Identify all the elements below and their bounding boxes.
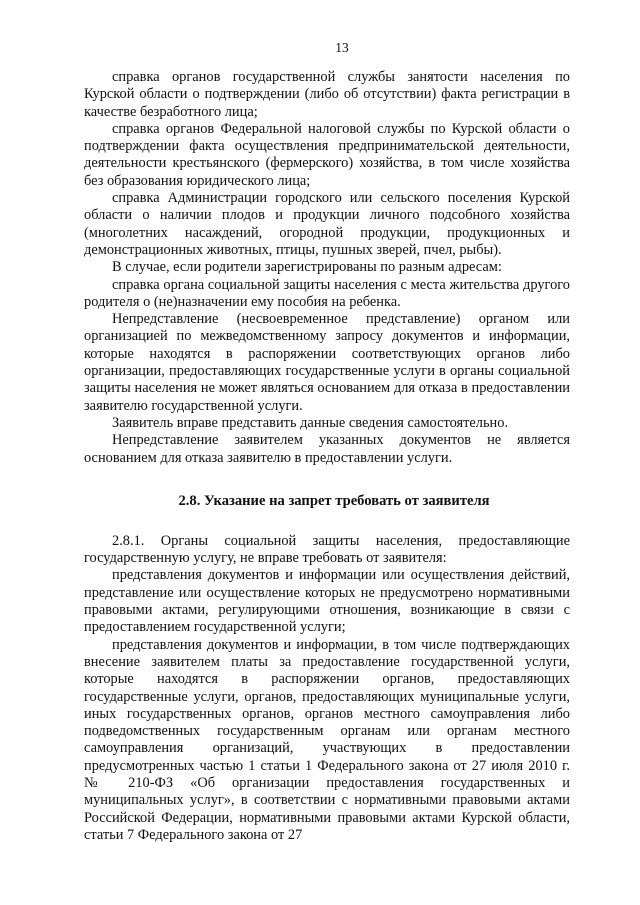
paragraph-other-parent-certificate: справка органа социальной защиты населения с места жительства другого родителя о (не)назначении ему пособия на ребенка.	[84, 276, 570, 310]
document-page	[84, 0, 570, 844]
paragraph-different-addresses: В случае, если родители зарегистрированы по разным адресам:	[112, 259, 502, 276]
paragraph-documents-not-required: представления документов и информации или осуществления действий, представление или осуществление которых не предусмотрено нормативными правовыми актами, регулирующими отношения, возникающие в связи с предоставлением государственной услуги;	[84, 567, 570, 636]
paragraph-2-8-1: 2.8.1. Органы социальной защиты населения, предоставляющие государственную услугу, не вправе требовать от заявителя:	[84, 532, 570, 567]
paragraph-tax-certificate: справка органов Федеральной налоговой службы по Курской области о подтверждении факта осуществления предпринимательской деятельности, деятельности крестьянского (фермерского) хозяйства, в том числе хозяйства без образования юридического лица;	[84, 120, 570, 189]
paragraph-non-submission-by-applicant: Непредставление заявителем указанных документов не является основанием для отказа заявителю в предоставлении услуги.	[84, 432, 570, 466]
paragraph-documents-in-possession: представления документов и информации, в том числе подтверждающих внесение заявителем платы за предоставление государственной услуги, которые находятся в распоряжении органов, предоставляющих государственные услуги, органов, предоставляющих муниципальные услуги, иных государственных органов, органов местного самоуправления либо подведомственных государственным органам или органам местного самоуправления организаций, участвующих в предоставлении предусмотренных частью 1 статьи 1 Федерального закона от 27 июля 2010 г. № 210-ФЗ «Об организации предоставления государственных и муниципальных услуг», в соответствии с нормативными правовыми актами Российской Федерации, нормативными правовыми актами Курской области, статьи 7 Федерального закона от 27	[84, 636, 570, 843]
page-number: 13	[335, 40, 349, 55]
paragraph-employment-certificate: справка органов государственной службы занятости населения по Курской области о подтверждении (либо об отсутствии) факта регистрации в качестве безработного лица;	[84, 69, 570, 120]
section-heading: 2.8. Указание на запрет требовать от заявителя	[178, 492, 490, 509]
paragraph-non-submission-by-agency: Непредставление (несвоевременное представление) органом или организацией по межведомственному запросу документов и информации, которые находятся в распоряжении соответствующих органов либо организации, предоставляющих государственные услуги в органы социальной защиты населения не может являться основанием для отказа в предоставлении заявителю государственной услуги.	[84, 311, 570, 414]
paragraph-applicant-may-submit: Заявитель вправе представить данные сведения самостоятельно.	[112, 414, 509, 431]
paragraph-administration-certificate: справка Администрации городского или сельского поселения Курской области о наличии плодов и продукции личного подсобного хозяйства (многолетних насаждений, огородной продукции, продукционных и демонстрационных животных, птицы, пушных зверей, пчел, рыбы).	[84, 190, 570, 258]
